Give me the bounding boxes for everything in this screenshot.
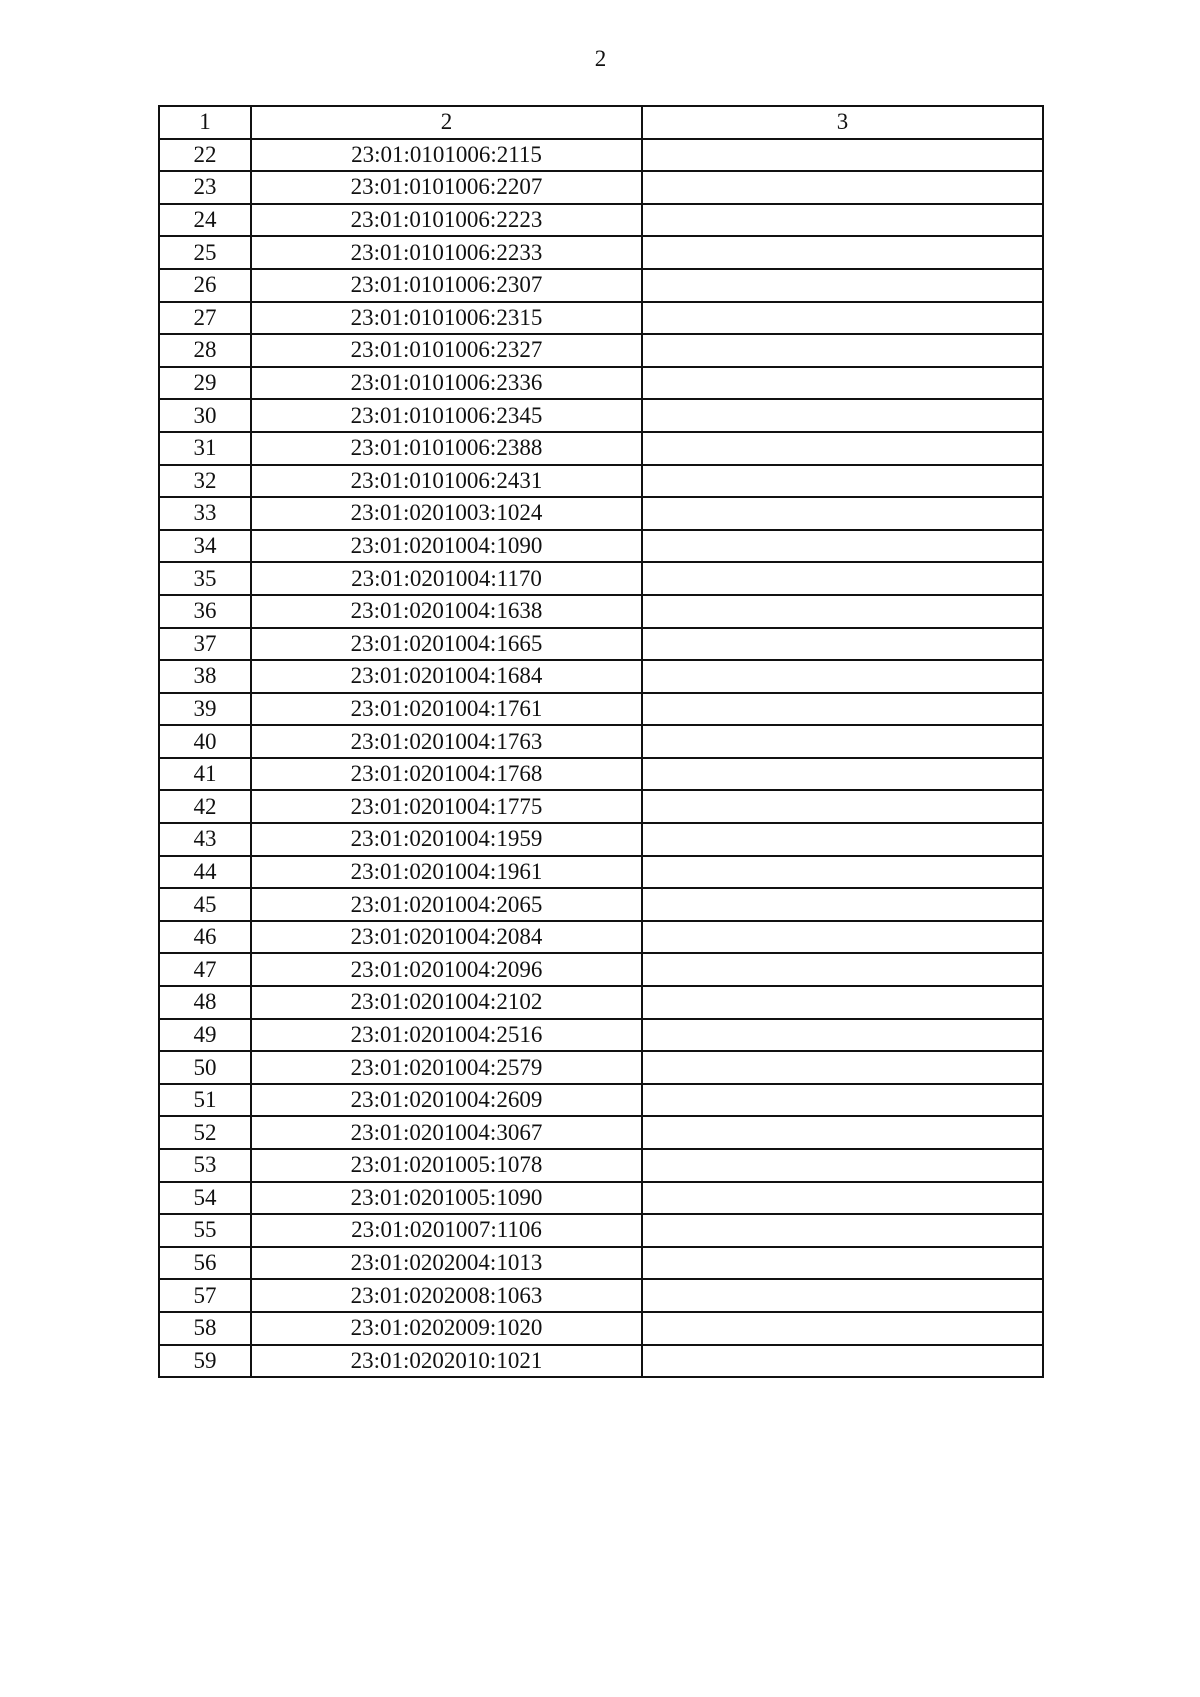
column-3-cell <box>642 628 1043 661</box>
cadastral-number-cell: 23:01:0202010:1021 <box>251 1345 642 1378</box>
table-row <box>159 986 1043 1019</box>
table-body <box>159 139 1043 1378</box>
column-3-cell <box>642 693 1043 726</box>
column-3-cell <box>642 1247 1043 1280</box>
column-3-cell <box>642 888 1043 921</box>
row-number-cell: 43 <box>159 823 251 856</box>
column-3-cell <box>642 1345 1043 1378</box>
table-row <box>159 1312 1043 1345</box>
column-3-cell <box>642 171 1043 204</box>
table-row <box>159 334 1043 367</box>
row-number-cell: 30 <box>159 399 251 432</box>
column-3-cell <box>642 921 1043 954</box>
cadastral-number-cell: 23:01:0101006:2307 <box>251 269 642 302</box>
cadastral-number-cell: 23:01:0201003:1024 <box>251 497 642 530</box>
column-3-cell <box>642 497 1043 530</box>
table-row <box>159 595 1043 628</box>
cadastral-number-cell: 23:01:0101006:2207 <box>251 171 642 204</box>
table-row <box>159 269 1043 302</box>
table-row <box>159 1247 1043 1280</box>
table-row <box>159 1345 1043 1378</box>
column-3-cell <box>642 1116 1043 1149</box>
row-number-cell: 39 <box>159 693 251 726</box>
table-row <box>159 856 1043 889</box>
cadastral-number-cell: 23:01:0101006:2345 <box>251 399 642 432</box>
table-row <box>159 888 1043 921</box>
row-number-cell: 22 <box>159 139 251 172</box>
table-row <box>159 399 1043 432</box>
table-row <box>159 1149 1043 1182</box>
row-number-cell: 54 <box>159 1182 251 1215</box>
column-3-cell <box>642 595 1043 628</box>
column-3-cell <box>642 660 1043 693</box>
table-row <box>159 1279 1043 1312</box>
row-number-cell: 58 <box>159 1312 251 1345</box>
column-3-cell <box>642 204 1043 237</box>
column-3-cell <box>642 1312 1043 1345</box>
cadastral-number-cell: 23:01:0101006:2327 <box>251 334 642 367</box>
cadastral-number-cell: 23:01:0201007:1106 <box>251 1214 642 1247</box>
row-number-cell: 32 <box>159 465 251 498</box>
table-row <box>159 1214 1043 1247</box>
table-row <box>159 1084 1043 1117</box>
table-row <box>159 1051 1043 1084</box>
column-3-cell <box>642 856 1043 889</box>
table-row <box>159 953 1043 986</box>
cadastral-number-cell: 23:01:0201004:3067 <box>251 1116 642 1149</box>
row-number-cell: 49 <box>159 1019 251 1052</box>
table-row <box>159 1182 1043 1215</box>
row-number-cell: 28 <box>159 334 251 367</box>
row-number-cell: 57 <box>159 1279 251 1312</box>
column-3-cell <box>642 823 1043 856</box>
row-number-cell: 37 <box>159 628 251 661</box>
cadastral-number-cell: 23:01:0201005:1078 <box>251 1149 642 1182</box>
table-row <box>159 139 1043 172</box>
column-header-1: 1 <box>159 106 251 139</box>
row-number-cell: 27 <box>159 302 251 335</box>
row-number-cell: 31 <box>159 432 251 465</box>
cadastral-number-cell: 23:01:0201004:2096 <box>251 953 642 986</box>
column-3-cell <box>642 1182 1043 1215</box>
cadastral-number-cell: 23:01:0202009:1020 <box>251 1312 642 1345</box>
row-number-cell: 26 <box>159 269 251 302</box>
cadastral-number-cell: 23:01:0101006:2223 <box>251 204 642 237</box>
cadastral-table <box>158 105 1044 1378</box>
column-3-cell <box>642 725 1043 758</box>
row-number-cell: 47 <box>159 953 251 986</box>
column-3-cell <box>642 465 1043 498</box>
column-3-cell <box>642 953 1043 986</box>
row-number-cell: 38 <box>159 660 251 693</box>
cadastral-number-cell: 23:01:0201004:1638 <box>251 595 642 628</box>
table-row <box>159 497 1043 530</box>
row-number-cell: 51 <box>159 1084 251 1117</box>
column-3-cell <box>642 302 1043 335</box>
cadastral-number-cell: 23:01:0101006:2233 <box>251 236 642 269</box>
table-row <box>159 465 1043 498</box>
row-number-cell: 25 <box>159 236 251 269</box>
column-3-cell <box>642 334 1043 367</box>
table-row <box>159 790 1043 823</box>
cadastral-number-cell: 23:01:0201004:2609 <box>251 1084 642 1117</box>
cadastral-number-cell: 23:01:0201004:2516 <box>251 1019 642 1052</box>
row-number-cell: 52 <box>159 1116 251 1149</box>
table-row <box>159 628 1043 661</box>
column-3-cell <box>642 1019 1043 1052</box>
cadastral-number-cell: 23:01:0201004:2065 <box>251 888 642 921</box>
row-number-cell: 59 <box>159 1345 251 1378</box>
column-3-cell <box>642 758 1043 791</box>
table-row <box>159 693 1043 726</box>
row-number-cell: 35 <box>159 562 251 595</box>
column-3-cell <box>642 1214 1043 1247</box>
table-header-row <box>159 106 1043 139</box>
column-3-cell <box>642 986 1043 1019</box>
cadastral-number-cell: 23:01:0101006:2315 <box>251 302 642 335</box>
column-3-cell <box>642 432 1043 465</box>
cadastral-number-cell: 23:01:0101006:2115 <box>251 139 642 172</box>
table-row <box>159 1019 1043 1052</box>
row-number-cell: 40 <box>159 725 251 758</box>
row-number-cell: 50 <box>159 1051 251 1084</box>
cadastral-number-cell: 23:01:0201004:2579 <box>251 1051 642 1084</box>
row-number-cell: 48 <box>159 986 251 1019</box>
cadastral-number-cell: 23:01:0201004:1763 <box>251 725 642 758</box>
column-3-cell <box>642 1149 1043 1182</box>
table-row <box>159 660 1043 693</box>
table-row <box>159 562 1043 595</box>
table-row <box>159 530 1043 563</box>
column-3-cell <box>642 1279 1043 1312</box>
column-3-cell <box>642 530 1043 563</box>
column-header-2: 2 <box>251 106 642 139</box>
cadastral-number-cell: 23:01:0201004:1775 <box>251 790 642 823</box>
column-3-cell <box>642 1051 1043 1084</box>
table-row <box>159 236 1043 269</box>
cadastral-number-cell: 23:01:0201004:1684 <box>251 660 642 693</box>
cadastral-number-cell: 23:01:0201005:1090 <box>251 1182 642 1215</box>
cadastral-number-cell: 23:01:0201004:1768 <box>251 758 642 791</box>
column-3-cell <box>642 269 1043 302</box>
row-number-cell: 29 <box>159 367 251 400</box>
row-number-cell: 46 <box>159 921 251 954</box>
row-number-cell: 41 <box>159 758 251 791</box>
column-3-cell <box>642 790 1043 823</box>
table-row <box>159 921 1043 954</box>
cadastral-number-cell: 23:01:0201004:1665 <box>251 628 642 661</box>
cadastral-number-cell: 23:01:0201004:2102 <box>251 986 642 1019</box>
column-header-3: 3 <box>642 106 1043 139</box>
cadastral-number-cell: 23:01:0201004:1961 <box>251 856 642 889</box>
row-number-cell: 36 <box>159 595 251 628</box>
table-row <box>159 367 1043 400</box>
cadastral-number-cell: 23:01:0202004:1013 <box>251 1247 642 1280</box>
table-row <box>159 171 1043 204</box>
row-number-cell: 42 <box>159 790 251 823</box>
column-3-cell <box>642 1084 1043 1117</box>
cadastral-number-cell: 23:01:0201004:1170 <box>251 562 642 595</box>
table-row <box>159 823 1043 856</box>
row-number-cell: 45 <box>159 888 251 921</box>
row-number-cell: 23 <box>159 171 251 204</box>
cadastral-number-cell: 23:01:0201004:2084 <box>251 921 642 954</box>
table-row <box>159 204 1043 237</box>
column-3-cell <box>642 236 1043 269</box>
row-number-cell: 24 <box>159 204 251 237</box>
column-3-cell <box>642 367 1043 400</box>
cadastral-number-cell: 23:01:0201004:1090 <box>251 530 642 563</box>
cadastral-number-cell: 23:01:0101006:2388 <box>251 432 642 465</box>
row-number-cell: 55 <box>159 1214 251 1247</box>
table-row <box>159 758 1043 791</box>
cadastral-number-cell: 23:01:0202008:1063 <box>251 1279 642 1312</box>
table-row <box>159 725 1043 758</box>
row-number-cell: 33 <box>159 497 251 530</box>
row-number-cell: 44 <box>159 856 251 889</box>
table-row <box>159 302 1043 335</box>
cadastral-number-cell: 23:01:0101006:2336 <box>251 367 642 400</box>
table-row <box>159 432 1043 465</box>
cadastral-number-cell: 23:01:0201004:1761 <box>251 693 642 726</box>
table-row <box>159 1116 1043 1149</box>
column-3-cell <box>642 139 1043 172</box>
cadastral-number-cell: 23:01:0201004:1959 <box>251 823 642 856</box>
row-number-cell: 53 <box>159 1149 251 1182</box>
cadastral-number-cell: 23:01:0101006:2431 <box>251 465 642 498</box>
row-number-cell: 34 <box>159 530 251 563</box>
row-number-cell: 56 <box>159 1247 251 1280</box>
column-3-cell <box>642 399 1043 432</box>
page-number: 2 <box>594 46 607 71</box>
column-3-cell <box>642 562 1043 595</box>
